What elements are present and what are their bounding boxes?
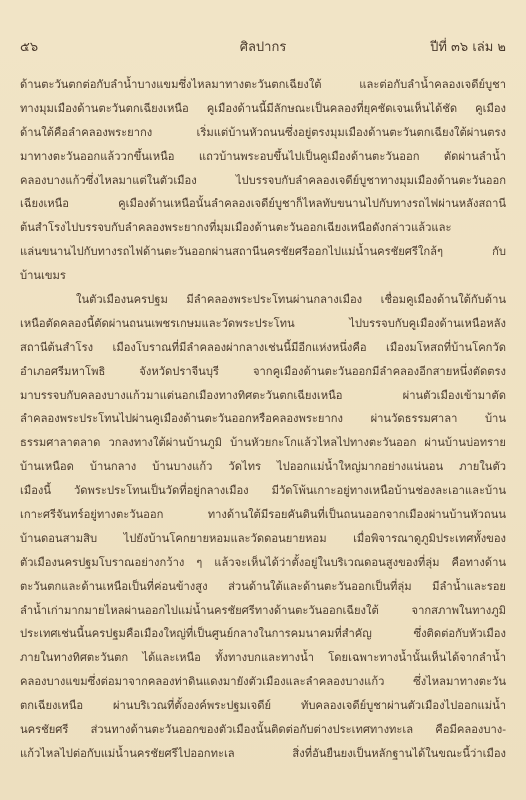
issue-label: ปีที่ ๓๖ เล่ม ๒ [430, 40, 506, 55]
text-line: มาทางตะวันออกแล้ววกขึ้นเหนือ แถวบ้านพระอบขึ้นไปเป็นคูเมืองด้านตะวันออก ตัดผ่านลำน้ำ [20, 149, 506, 163]
text-line: มาบรรจบกับคลองบางแก้วมาแต่นอกเมืองทางทิศตะวันตกเฉียงเหนือ ผ่านตัวเมืองเข้ามาตัด [20, 388, 506, 402]
text-line: ด้านใต้คือลำคลองพระยากง เริ่มแต่บ้านหัวถนนซึ่งอยู่ตรงมุมเมืองด้านตะวันตกเฉียงใต้ผ่านตรง [20, 125, 506, 139]
journal-title: ศิลปากร [239, 40, 287, 55]
text-line: สถานีต้นสำโรง เมืองโบราณที่มีลำคลองผ่ากลางเช่นนี้มีอีกแห่งหนึ่งคือ เมืองมโหสถที่บ้านโคกวัด [20, 340, 506, 354]
text-line: บ้านดอนสามสิบ ไปยังบ้านโคกยายหอมและวัดดอนยายหอม เมื่อพิจารณาดูภูมิประเทศทั้งของ [20, 531, 506, 545]
page-header [20, 36, 506, 58]
text-line: ตะวันตกและด้านเหนือเป็นที่ค่อนข้างสูง ส่วนด้านใต้และด้านตะวันออกเป็นที่ลุ่ม มีลำน้ำและรอย [20, 579, 506, 593]
body-text [20, 73, 506, 766]
text-line: คลองบางแขมซึ่งต่อมาจากคลองท่าดินแดงมายังตัวเมืองและลำคลองบางแก้ว ซึ่งไหลมาทางตะวัน [20, 675, 506, 689]
text-line: ในตัวเมืองนครปฐม มีลำคลองพระประโทนผ่านกลางเมือง เชื่อมคูเมืองด้านใต้กับด้าน [76, 293, 506, 307]
text-line: แล่นขนานไปกับทางรถไฟด้านตะวันออกผ่านสถานีนครชัยศรีออกไปแม่น้ำนครชัยศรีใกล้ๆ กับ [20, 245, 506, 259]
text-line: เฉียงเหนือ คูเมืองด้านเหนือนั้นลำคลองเจดีย์บูชาก็ไหลทับขนานไปกับทางรถไฟผ่านหลังสถานี [20, 197, 506, 211]
text-line: เมืองนี้ วัดพระประโทนเป็นวัดที่อยู่กลางเมือง มีวัดโพ้นเกาะอยู่ทางเหนือบ้านช่องละเอาและบ้าน [20, 484, 506, 498]
text-line: นครชัยศรี ส่วนทางด้านตะวันออกของตัวเมืองนั้นติดต่อกับต่างประเทศทางทะเล คือมีคลองบาง- [20, 723, 506, 737]
text-line: บ้านเหนือด บ้านกลาง บ้านบางแก้ว วัดไทร ไปออกแม่น้ำใหญ่มากอย่างแน่นอน ภายในตัว [20, 460, 506, 474]
text-line: ธรรมศาลาตลาด วกลงทางใต้ผ่านบ้านภูมิ บ้านหัวยกะโกแล้วไหลไปทางตะวันออก ผ่านบ้านบ่อทราย [20, 436, 506, 450]
text-line: เกาะศรีจันทร์อยู่ทางตะวันออก ทางด้านใต้มีรอยคันดินที่เป็นถนนออกจากเมืองผ่านบ้านหัวถนน [20, 508, 506, 522]
text-line: บ้านเขมร [20, 269, 66, 283]
text-line: ลำน้ำเก่ามากมายไหลผ่านออกไปแม่น้ำนครชัยศรีทางด้านตะวันออกเฉียงใต้ จากสภาพในทางภูมิ [20, 603, 506, 617]
page-number: ๕๖ [20, 40, 39, 55]
text-line: ลำคลองพระประโทนไปผ่านคูเมืองด้านตะวันออกหรือคลองพระยากง ผ่านวัดธรรมศาลา บ้าน [20, 412, 506, 426]
text-line: ต้นสำโรงไปบรรจบกับลำคลองพระยากงที่มุมเมืองด้านตะวันออกเฉียงเหนือดังกล่าวแล้วและ [20, 221, 452, 235]
paragraph-2 [20, 288, 506, 766]
text-line: ประเทศเช่นนี้นครปฐมคือเมืองใหญ่ที่เป็นศูนย์กลางในการคมนาคมที่สำคัญ ซึ่งติดต่อกับหัวเมือง [20, 627, 506, 641]
text-line: คลองบางแก้วซึ่งไหลมาแต่ในตัวเมือง ไปบรรจบกับลำคลองเจดีย์บูชาทางมุมเมืองด้านตะวันออก [20, 173, 506, 187]
text-line: แก้วไหลไปต่อกับแม่น้ำนครชัยศรีไปออกทะเล สิ่งที่อันยืนยงเป็นหลักฐานได้ในขณะนี้ว่าเมือง [20, 746, 506, 760]
text-line: ทางมุมเมืองด้านตะวันตกเฉียงเหนือ คูเมืองด้านนี้มีลักษณะเป็นคลองที่ยุคชัดเจนเห็นได้ชัด คูเมือง [20, 101, 506, 115]
paragraph-1 [20, 73, 506, 288]
text-line: ตัวเมืองนครปฐมโบราณอย่างกว้าง ๆ แล้วจะเห็นได้ว่าตั้งอยู่ในบริเวณดอนสูงของที่ลุ่ม คือทางด้าน [20, 555, 506, 569]
text-line: ด้านตะวันตกต่อกับลำน้ำบางแขมซึ่งไหลมาทางตะวันตกเฉียงใต้ และต่อกับลำน้ำคลองเจดีย์บูชา [20, 78, 506, 91]
text-line: เหนือตัดคลองนี้ตัดผ่านถนนเพชรเกษมและวัดพระประโทน ไปบรรจบกับคูเมืองด้านเหนือหลัง [20, 316, 506, 330]
text-line: อำเภอศรีมหาโพธิ จังหวัดปราจีนบุรี จากคูเมืองด้านตะวันออกมีลำคลองอีกสายหนึ่งตัดตรง [20, 364, 506, 378]
text-line: ตกเฉียงเหนือ ผ่านบริเวณที่ตั้งองค์พระปฐมเจดีย์ ทับคลองเจดีย์บูชาผ่านตัวเมืองไปออกแม่น้ำ [20, 699, 506, 713]
text-line: ภายในทางทิศตะวันตก ได้และเหนือ ทั้งทางบกและทางน้ำ โดยเฉพาะทางน้ำนั้นเห็นได้จากลำน้ำ [20, 651, 506, 665]
